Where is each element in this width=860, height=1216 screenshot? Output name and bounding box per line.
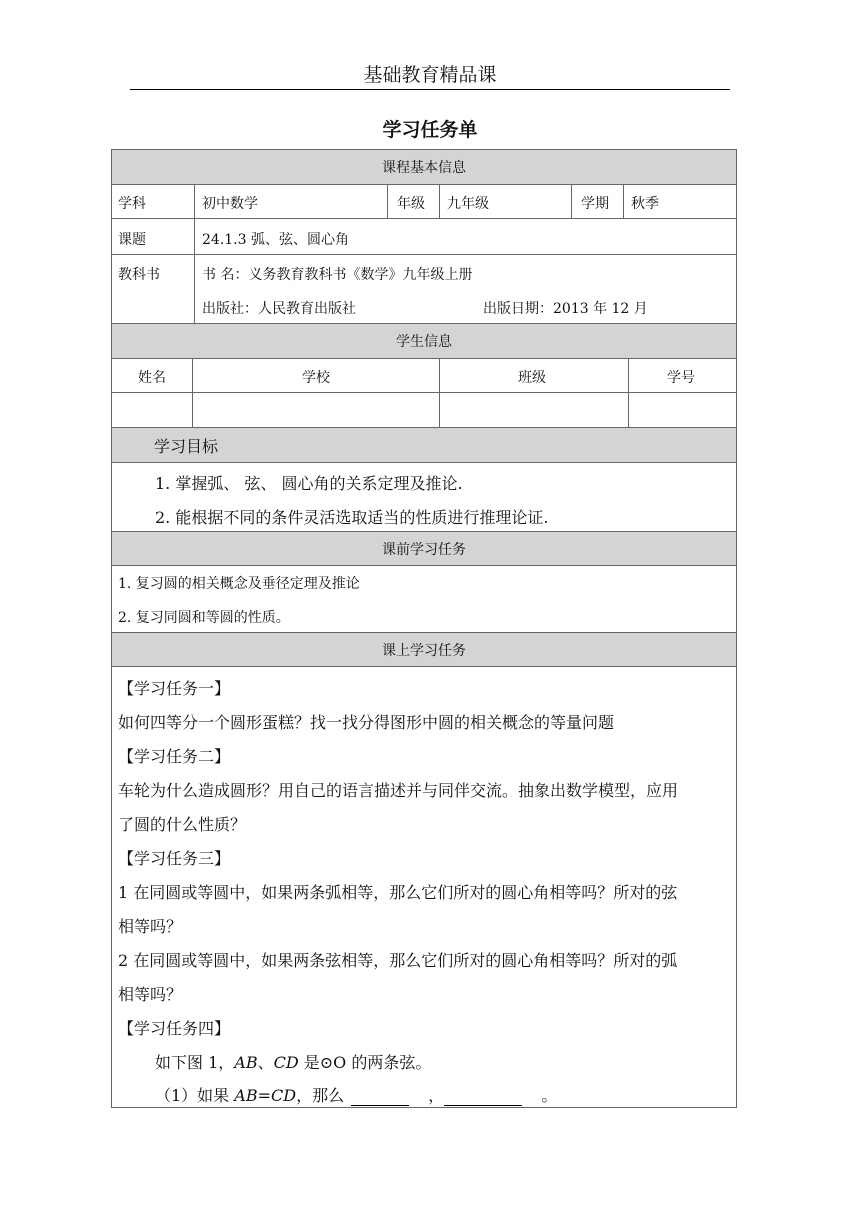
textbook-publish-date: 出版日期：2013 年 12 月: [483, 301, 648, 317]
student-id-input-cell[interactable]: [629, 393, 736, 427]
task2-text-line2: 了圆的什么性质？: [118, 815, 247, 834]
divider: [194, 218, 195, 255]
column-school: 学校: [302, 370, 330, 386]
in-class-header: [111, 632, 737, 667]
topic-value: 24.1.3 弧、弦、圆心角: [202, 232, 349, 248]
column-class: 班级: [518, 370, 546, 386]
task4-intro-tail: 是⊙O 的两条弦。: [298, 1053, 432, 1072]
objective-item: 2. 能根据不同的条件灵活选取适当的性质进行推理论证.: [155, 508, 549, 527]
task3-title: 【学习任务三】: [118, 849, 231, 868]
task4-q1-end: 。: [541, 1086, 558, 1105]
divider: [194, 254, 195, 324]
school-input-cell[interactable]: [193, 393, 439, 427]
task4-intro: [155, 1050, 431, 1073]
divider: [439, 184, 440, 219]
subject-label: 学科: [118, 196, 146, 212]
student-info-header: [111, 323, 737, 359]
task4-q1-lead: （1）如果: [155, 1086, 235, 1105]
divider: [387, 184, 388, 219]
chord-cd: CD: [273, 1053, 299, 1072]
subject-value: 初中数学: [202, 196, 258, 212]
task4-q1-comma: ，: [428, 1086, 445, 1105]
pre-class-item: 1. 复习圆的相关概念及垂径定理及推论: [118, 576, 360, 592]
answer-blank-1[interactable]: [351, 1091, 409, 1106]
objectives-title: 学习目标: [154, 436, 219, 456]
divider: [623, 184, 624, 219]
answer-blank-2[interactable]: [444, 1091, 522, 1106]
textbook-publisher: 出版社：人民教育出版社: [202, 301, 356, 317]
column-name: 姓名: [138, 370, 166, 386]
objective-item: 1. 掌握弧、 弦、 圆心角的关系定理及推论.: [155, 474, 463, 493]
task2-title: 【学习任务二】: [118, 747, 231, 766]
course-info-header: [111, 149, 737, 185]
task3-q2-line1: 2 在同圆或等圆中，如果两条弦相等，那么它们所对的圆心角相等吗？所对的弧: [118, 951, 678, 970]
textbook-name: 书 名：义务教育教科书《数学》九年级上册: [202, 267, 473, 283]
divider: [194, 184, 195, 219]
pre-class-item: 2. 复习同圆和等圆的性质。: [118, 610, 290, 626]
grade-label: 年级: [397, 196, 425, 212]
divider: [571, 184, 572, 219]
task4-separator: 、: [257, 1053, 274, 1072]
task4-question1: [155, 1083, 557, 1106]
objectives-header: [111, 427, 737, 463]
course-info-title: 课程基本信息: [382, 160, 466, 176]
task4-intro-lead: 如下图 1，: [155, 1053, 235, 1072]
task3-q1-line2: 相等吗？: [118, 917, 183, 936]
task4-q1-condition: AB=CD: [234, 1086, 297, 1105]
task1-text: 如何四等分一个圆形蛋糕？找一找分得图形中圆的相关概念的等量问题: [118, 713, 615, 732]
task3-q1-line1: 1 在同圆或等圆中，如果两条弧相等，那么它们所对的圆心角相等吗？所对的弦: [118, 883, 678, 902]
header-rule: [130, 89, 730, 90]
term-value: 秋季: [631, 196, 659, 212]
grade-value: 九年级: [447, 196, 489, 212]
column-student-id: 学号: [667, 370, 695, 386]
task1-title: 【学习任务一】: [118, 679, 231, 698]
textbook-label: 教科书: [118, 267, 160, 283]
task2-text-line1: 车轮为什么造成圆形？用自己的语言描述并与同伴交流。抽象出数学模型，应用: [118, 781, 679, 800]
student-info-title: 学生信息: [396, 334, 452, 350]
document-title: 学习任务单: [382, 119, 478, 141]
chord-ab: AB: [234, 1053, 258, 1072]
class-input-cell[interactable]: [440, 393, 628, 427]
page-header-title: 基础教育精品课: [363, 64, 497, 86]
name-input-cell[interactable]: [112, 393, 192, 427]
in-class-title: 课上学习任务: [382, 642, 466, 659]
task3-q2-line2: 相等吗？: [118, 985, 183, 1004]
topic-label: 课题: [118, 232, 146, 248]
student-info-columns-row: [111, 358, 737, 393]
task4-title: 【学习任务四】: [118, 1019, 231, 1038]
pre-class-header: [111, 531, 737, 566]
pre-class-title: 课前学习任务: [382, 541, 466, 558]
term-label: 学期: [581, 196, 609, 212]
task4-q1-then: ，那么: [296, 1086, 350, 1105]
